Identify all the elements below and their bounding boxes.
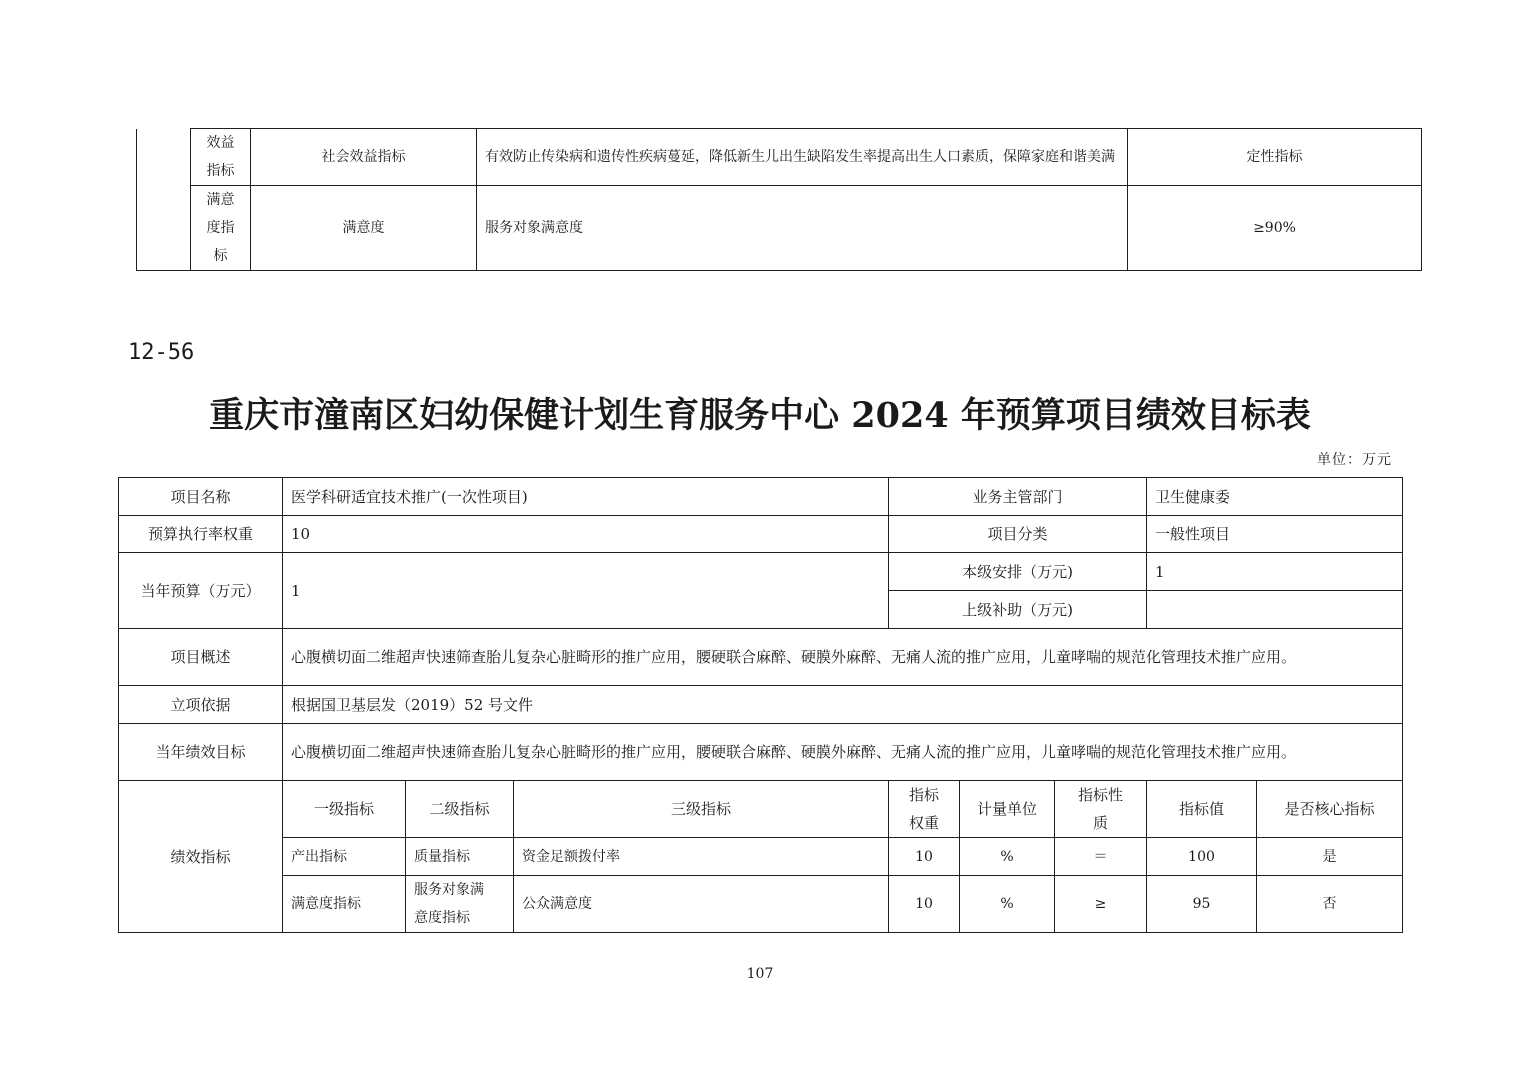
basis-value: 根据国卫基层发（2019）52 号文件 [283,686,1403,724]
row-core: 是 [1257,838,1403,876]
indicator-row [119,876,1403,933]
row-weight: 10 [889,876,960,933]
info-row [119,478,1403,516]
header-weight: 指标 权重 [889,781,960,838]
prev-level3-cell: 服务对象满意度 [477,186,1128,271]
prev-level1-cell: 满意 度指 标 [191,186,251,271]
prev-value-cell: ≥90% [1128,186,1422,271]
row-level3: 资金足额拨付率 [514,838,889,876]
header-level2: 二级指标 [406,781,514,838]
header-value: 指标值 [1147,781,1257,838]
budget-value: 1 [283,553,889,629]
category-label: 项目分类 [889,516,1147,553]
header-nature: 指标性 质 [1055,781,1147,838]
goal-value: 心腹横切面二维超声快速筛查胎儿复杂心脏畸形的推广应用，腰硬联合麻醉、硬膜外麻醉、无痛人流的推广应用，儿童哮喘的规范化管理技术推广应用。 [283,724,1403,781]
project-name-label: 项目名称 [119,478,283,516]
row-level1: 产出指标 [283,838,406,876]
dept-value: 卫生健康委 [1147,478,1403,516]
indicator-row [119,838,1403,876]
info-row [119,724,1403,781]
page-title: 重庆市潼南区妇幼保健计划生育服务中心 2024 年预算项目绩效目标表 [209,395,1311,436]
goal-label: 当年绩效目标 [119,724,283,781]
indicators-label: 绩效指标 [119,781,283,933]
indicator-header-row [119,781,1403,838]
info-row [119,629,1403,686]
row-level2: 服务对象满 意度指标 [406,876,514,933]
row-nature: ＝ [1055,838,1147,876]
local-value: 1 [1147,553,1403,591]
row-core: 否 [1257,876,1403,933]
category-value: 一般性项目 [1147,516,1403,553]
header-level1: 一级指标 [283,781,406,838]
weight-value: 10 [283,516,889,553]
blank-cell [137,129,191,271]
overview-label: 项目概述 [119,629,283,686]
header-unit: 计量单位 [960,781,1055,838]
project-name-value: 医学科研适宜技术推广(一次性项目) [283,478,889,516]
header-level3: 三级指标 [514,781,889,838]
header-core: 是否核心指标 [1257,781,1403,838]
performance-target-table [118,477,1403,933]
prev-level1-cell: 效益 指标 [191,129,251,186]
prev-table-row [137,186,1422,271]
row-value: 95 [1147,876,1257,933]
upper-value [1147,591,1403,629]
prev-table-row [137,129,1422,186]
weight-label: 预算执行率权重 [119,516,283,553]
dept-label: 业务主管部门 [889,478,1147,516]
info-row [119,553,1403,591]
info-row [119,516,1403,553]
row-unit: % [960,876,1055,933]
section-number: 12-56 [128,340,195,365]
prev-level3-cell: 有效防止传染病和遗传性疾病蔓延，降低新生儿出生缺陷发生率提高出生人口素质，保障家庭和谐美满 [477,129,1128,186]
prev-level2-cell: 社会效益指标 [251,129,477,186]
budget-label: 当年预算（万元） [119,553,283,629]
row-level3: 公众满意度 [514,876,889,933]
row-weight: 10 [889,838,960,876]
local-label: 本级安排（万元) [889,553,1147,591]
info-row [119,686,1403,724]
prev-level2-cell: 满意度 [251,186,477,271]
previous-table-fragment [136,128,1422,271]
overview-value: 心腹横切面二维超声快速筛查胎儿复杂心脏畸形的推广应用，腰硬联合麻醉、硬膜外麻醉、无痛人流的推广应用，儿童哮喘的规范化管理技术推广应用。 [283,629,1403,686]
row-level2: 质量指标 [406,838,514,876]
page-number: 107 [746,966,774,982]
basis-label: 立项依据 [119,686,283,724]
prev-value-cell: 定性指标 [1128,129,1422,186]
row-nature: ≥ [1055,876,1147,933]
row-value: 100 [1147,838,1257,876]
row-level1: 满意度指标 [283,876,406,933]
upper-label: 上级补助（万元) [889,591,1147,629]
row-unit: % [960,838,1055,876]
unit-label: 单位：万元 [1317,452,1392,468]
